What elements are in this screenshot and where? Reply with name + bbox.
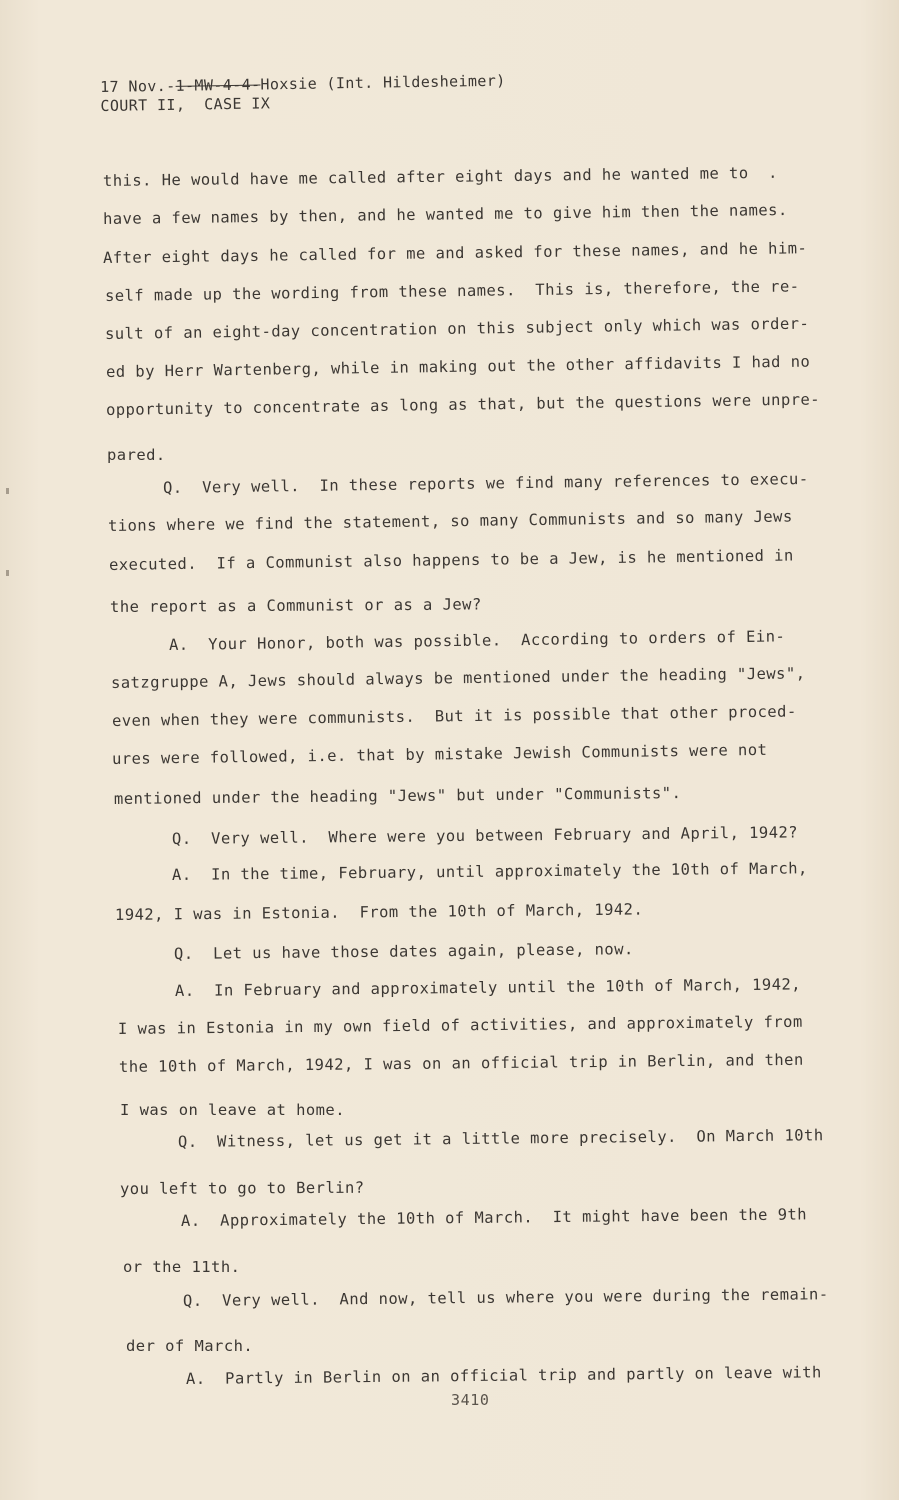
header-court-case: COURT II, CASE IX (100, 94, 271, 115)
transcript-line: Q. Very well. Where were you between February and April, 1942? (171, 823, 799, 848)
transcript-line: I was on leave at home. (120, 1101, 345, 1119)
transcript-line: opportunity to concentrate as long as that, but the questions were unpre- (105, 390, 821, 419)
transcript-line: the report as a Communist or as a Jew? (109, 595, 482, 616)
transcript-line: I was in Estonia in my own field of activities, and approximately from (117, 1012, 803, 1038)
transcript-line: Q. Very well. And now, tell us where you were during the remain- (182, 1285, 829, 1310)
transcript-line: even when they were communists. But it is possible that other proced- (111, 702, 797, 730)
transcript-line: mentioned under the heading "Jews" but under "Communists". (113, 784, 682, 808)
transcript-line: you left to go to Berlin? (119, 1178, 365, 1198)
transcript-line: satzgruppe A, Jews should always be mentioned under the heading "Jews", (110, 664, 806, 692)
transcript-line: Q. Let us have those dates again, please, now. (173, 940, 634, 963)
transcript-line: der of March. (126, 1337, 254, 1355)
transcript-line: this. He would have me called after eight days and he wanted me to . (102, 163, 779, 190)
transcript-line: A. Partly in Berlin on an official trip and partly on leave with (185, 1363, 822, 1388)
transcript-line: sult of an eight-day concentration on this subject only which was order- (104, 314, 810, 343)
transcript-line: executed. If a Communist also happens to be a Jew, is he mentioned in (108, 546, 794, 574)
transcript-line: Q. Witness, let us get it a little more precisely. On March 10th (177, 1126, 824, 1151)
header-date-prefix: 17 Nov.- (100, 76, 176, 96)
transcript-line: or the 11th. (123, 1258, 241, 1276)
transcript-line: ed by Herr Wartenberg, while in making out the other affidavits I had no (105, 352, 811, 381)
page-number: 3410 (451, 1391, 490, 1409)
transcript-line: After eight days he called for me and asked for these names, and he him- (102, 239, 808, 267)
transcript-line: A. Approximately the 10th of March. It might have been the 9th (180, 1205, 808, 1230)
header-reporter: Hoxsie (Int. Hildesheimer) (260, 71, 506, 94)
transcript-line: self made up the wording from these names. This is, therefore, the re- (104, 277, 800, 305)
transcript-line: A. In the time, February, until approximately the 10th of March, (171, 859, 808, 884)
transcript-line: 1942, I was in Estonia. From the 10th of March, 1942. (114, 900, 644, 924)
transcript-line: A. Your Honor, both was possible. According to orders of Ein- (168, 627, 786, 654)
transcript-line: pared. (107, 446, 166, 464)
transcript-line: A. In February and approximately until the 10th of March, 1942, (174, 975, 802, 1000)
transcript-line: the 10th of March, 1942, I was on an official trip in Berlin, and then (118, 1050, 804, 1076)
transcript-line: tions where we find the statement, so many Communists and so many Jews (107, 507, 793, 535)
transcript-line: have a few names by then, and he wanted me to give him then the names. (102, 201, 788, 228)
transcript-line: Q. Very well. In these reports we find many references to execu- (162, 469, 809, 497)
header-struck-text: 1-MW-4-4- (175, 75, 261, 95)
transcript-line: ures were followed, i.e. that by mistake Jewish Communists were not (111, 740, 768, 768)
